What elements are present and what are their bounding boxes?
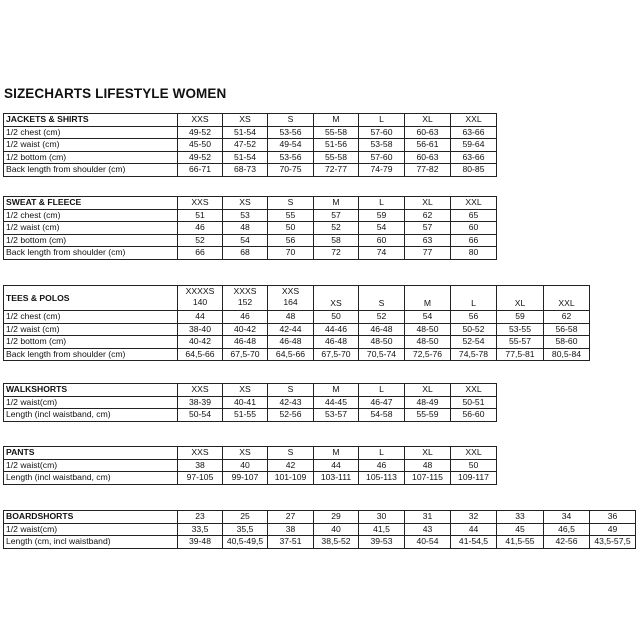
size-header: XL [405, 197, 451, 210]
table-row [4, 126, 497, 139]
measurement-value: 74-79 [359, 164, 405, 177]
measurement-value: 50-52 [451, 323, 497, 336]
measurement-value: 40 [223, 459, 268, 472]
measurement-value: 80,5-84 [544, 348, 590, 361]
table-row [4, 311, 590, 324]
size-label: XXXS [233, 286, 257, 296]
measurement-value: 77,5-81 [497, 348, 544, 361]
size-header: L [359, 197, 405, 210]
size-header: XXS [178, 114, 223, 127]
measurement-value: 66 [451, 234, 497, 247]
size-header: XXS [178, 384, 223, 397]
measurement-label: 1/2 chest (cm) [4, 311, 178, 324]
measurement-value: 48 [405, 459, 451, 472]
table-header-row [4, 384, 497, 397]
measurement-value: 41-54,5 [451, 536, 497, 549]
size-header-stack [471, 298, 476, 309]
size-header: XL [405, 384, 451, 397]
measurement-value: 105-113 [359, 472, 405, 485]
measurement-value: 46 [359, 459, 405, 472]
measurement-value: 38 [178, 459, 223, 472]
size-label: S [378, 298, 385, 308]
measurement-value: 70-75 [268, 164, 314, 177]
measurement-value: 41,5-55 [497, 536, 544, 549]
size-header: M [314, 114, 359, 127]
pants-table [3, 446, 497, 485]
measurement-value: 67,5-70 [314, 348, 359, 361]
size-header: 34 [544, 511, 590, 524]
table-row [4, 234, 497, 247]
measurement-value: 65 [451, 209, 497, 222]
size-header [359, 286, 405, 311]
measurement-value: 46-48 [223, 336, 268, 349]
measurement-value: 53-57 [314, 409, 359, 422]
size-header: S [268, 197, 314, 210]
measurement-value: 46-48 [359, 323, 405, 336]
table-row [4, 222, 497, 235]
size-header: XL [405, 114, 451, 127]
measurement-value: 38 [268, 523, 314, 536]
measurement-value: 64,5-66 [268, 348, 314, 361]
measurement-value: 77-82 [405, 164, 451, 177]
measurement-value: 50 [268, 222, 314, 235]
measurement-value: 51-56 [314, 139, 359, 152]
measurement-value: 55-59 [405, 409, 451, 422]
size-header: M [314, 384, 359, 397]
measurement-value: 37-51 [268, 536, 314, 549]
measurement-value: 49 [590, 523, 636, 536]
measurement-value: 64,5-66 [178, 348, 223, 361]
measurement-value: 49-52 [178, 151, 223, 164]
measurement-value: 42-56 [544, 536, 590, 549]
size-height: 152 [237, 297, 253, 307]
measurement-value: 60-63 [405, 151, 451, 164]
measurement-value: 55-58 [314, 151, 359, 164]
measurement-value: 48 [268, 311, 314, 324]
size-header: XXL [451, 384, 497, 397]
measurement-value: 67,5-70 [223, 348, 268, 361]
table-row [4, 348, 590, 361]
size-label: L [471, 298, 476, 308]
measurement-value: 44 [314, 459, 359, 472]
measurement-value: 63-66 [451, 151, 497, 164]
size-header-stack [186, 286, 215, 308]
sweat-fleece-table [3, 196, 497, 260]
measurement-label: 1/2 chest (cm) [4, 209, 178, 222]
measurement-value: 51-54 [223, 151, 268, 164]
measurement-value: 40-54 [405, 536, 451, 549]
measurement-value: 48-50 [405, 323, 451, 336]
measurement-value: 44-45 [314, 396, 359, 409]
measurement-value: 46-48 [268, 336, 314, 349]
measurement-value: 44-46 [314, 323, 359, 336]
measurement-value: 97-105 [178, 472, 223, 485]
measurement-value: 39-48 [178, 536, 223, 549]
table-row [4, 523, 636, 536]
table-row [4, 323, 590, 336]
measurement-value: 56-60 [451, 409, 497, 422]
size-label: XS [330, 298, 342, 308]
jackets-shirts-table [3, 113, 497, 177]
category-header: SWEAT & FLEECE [4, 197, 178, 210]
measurement-value: 57 [405, 222, 451, 235]
size-label: XL [514, 298, 526, 308]
measurement-value: 50 [451, 459, 497, 472]
size-header [268, 286, 314, 311]
category-header: TEES & POLOS [4, 286, 178, 311]
measurement-value: 56 [451, 311, 497, 324]
measurement-label: 1/2 waist (cm) [4, 139, 178, 152]
size-header: 30 [359, 511, 405, 524]
measurement-value: 72-77 [314, 164, 359, 177]
table-row [4, 409, 497, 422]
measurement-label: Back length from shoulder (cm) [4, 348, 178, 361]
measurement-value: 51 [178, 209, 223, 222]
measurement-value: 48 [223, 222, 268, 235]
size-header: XXL [451, 197, 497, 210]
size-header: XL [405, 447, 451, 460]
measurement-value: 54 [405, 311, 451, 324]
measurement-value: 40-42 [178, 336, 223, 349]
measurement-value: 60 [359, 234, 405, 247]
measurement-value: 52 [359, 311, 405, 324]
measurement-value: 59 [497, 311, 544, 324]
measurement-value: 53-58 [359, 139, 405, 152]
measurement-value: 74 [359, 247, 405, 260]
measurement-value: 99-107 [223, 472, 268, 485]
measurement-value: 42 [268, 459, 314, 472]
size-header: 32 [451, 511, 497, 524]
measurement-value: 54 [223, 234, 268, 247]
size-header-stack [558, 298, 574, 309]
measurement-value: 103-111 [314, 472, 359, 485]
measurement-value: 60-63 [405, 126, 451, 139]
measurement-label: 1/2 chest (cm) [4, 126, 178, 139]
measurement-value: 45 [497, 523, 544, 536]
size-header [223, 286, 268, 311]
measurement-label: 1/2 waist (cm) [4, 222, 178, 235]
table-row [4, 472, 497, 485]
size-header: L [359, 384, 405, 397]
measurement-value: 56-61 [405, 139, 451, 152]
measurement-value: 50-54 [178, 409, 223, 422]
measurement-value: 40-42 [223, 323, 268, 336]
size-header-stack [282, 286, 299, 308]
measurement-value: 72 [314, 247, 359, 260]
measurement-value: 50 [314, 311, 359, 324]
measurement-value: 53-56 [268, 126, 314, 139]
measurement-value: 109-117 [451, 472, 497, 485]
size-header: S [268, 114, 314, 127]
category-header: BOARDSHORTS [4, 511, 178, 524]
size-header: 31 [405, 511, 451, 524]
measurement-value: 62 [405, 209, 451, 222]
size-header: XS [223, 197, 268, 210]
measurement-value: 41,5 [359, 523, 405, 536]
size-header-stack [330, 298, 341, 309]
size-header [544, 286, 590, 311]
measurement-value: 55-57 [497, 336, 544, 349]
measurement-value: 54 [359, 222, 405, 235]
measurement-value: 57-60 [359, 126, 405, 139]
measurement-value: 48-50 [359, 336, 405, 349]
size-header: XS [223, 114, 268, 127]
size-header: 36 [590, 511, 636, 524]
size-header: 33 [497, 511, 544, 524]
size-header [497, 286, 544, 311]
measurement-value: 38-39 [178, 396, 223, 409]
size-header: XXS [178, 197, 223, 210]
measurement-label: 1/2 bottom (cm) [4, 336, 178, 349]
measurement-value: 68-73 [223, 164, 268, 177]
size-header-stack [379, 298, 385, 309]
size-label: M [423, 298, 432, 308]
size-header [405, 286, 451, 311]
measurement-value: 52-56 [268, 409, 314, 422]
table-header-row [4, 447, 497, 460]
table-header-row [4, 197, 497, 210]
measurement-value: 53 [223, 209, 268, 222]
measurement-value: 58 [314, 234, 359, 247]
table-row [4, 536, 636, 549]
measurement-label: 1/2 waist(cm) [4, 459, 178, 472]
measurement-value: 35,5 [223, 523, 268, 536]
measurement-value: 43 [405, 523, 451, 536]
measurement-value: 52 [314, 222, 359, 235]
measurement-value: 44 [178, 311, 223, 324]
size-header: 29 [314, 511, 359, 524]
measurement-value: 50-51 [451, 396, 497, 409]
measurement-value: 72,5-76 [405, 348, 451, 361]
size-header [314, 286, 359, 311]
size-header-stack [424, 298, 431, 309]
measurement-value: 80-85 [451, 164, 497, 177]
measurement-value: 107-115 [405, 472, 451, 485]
size-header: L [359, 114, 405, 127]
size-header: 27 [268, 511, 314, 524]
size-header-stack [515, 298, 526, 309]
size-header: M [314, 197, 359, 210]
measurement-value: 59-64 [451, 139, 497, 152]
size-label: XXS [281, 286, 300, 296]
size-header: 23 [178, 511, 223, 524]
measurement-value: 70 [268, 247, 314, 260]
measurement-value: 46,5 [544, 523, 590, 536]
measurement-value: 55 [268, 209, 314, 222]
measurement-value: 66-71 [178, 164, 223, 177]
size-label: XXL [558, 298, 575, 308]
size-height: 164 [283, 297, 298, 307]
measurement-value: 39-53 [359, 536, 405, 549]
measurement-value: 42-43 [268, 396, 314, 409]
category-header: JACKETS & SHIRTS [4, 114, 178, 127]
size-header: S [268, 447, 314, 460]
measurement-value: 33,5 [178, 523, 223, 536]
measurement-value: 51-55 [223, 409, 268, 422]
table-row [4, 164, 497, 177]
size-header: XS [223, 384, 268, 397]
size-header: XS [223, 447, 268, 460]
measurement-value: 53-55 [497, 323, 544, 336]
measurement-label: Length (incl waistband, cm) [4, 409, 178, 422]
measurement-value: 66 [178, 247, 223, 260]
measurement-value: 46 [178, 222, 223, 235]
measurement-value: 48-50 [405, 336, 451, 349]
measurement-value: 55-58 [314, 126, 359, 139]
measurement-label: Back length from shoulder (cm) [4, 164, 178, 177]
measurement-value: 70,5-74 [359, 348, 405, 361]
measurement-value: 74,5-78 [451, 348, 497, 361]
measurement-label: 1/2 waist(cm) [4, 523, 178, 536]
measurement-value: 58-60 [544, 336, 590, 349]
measurement-value: 56-58 [544, 323, 590, 336]
table-header-row [4, 114, 497, 127]
table-row [4, 459, 497, 472]
measurement-value: 38,5-52 [314, 536, 359, 549]
measurement-value: 60 [451, 222, 497, 235]
size-header: XXL [451, 447, 497, 460]
measurement-value: 40-41 [223, 396, 268, 409]
measurement-value: 40 [314, 523, 359, 536]
category-header: PANTS [4, 447, 178, 460]
measurement-value: 49-52 [178, 126, 223, 139]
category-header: WALKSHORTS [4, 384, 178, 397]
measurement-label: 1/2 waist(cm) [4, 396, 178, 409]
measurement-value: 52-54 [451, 336, 497, 349]
size-header [178, 286, 223, 311]
measurement-value: 53-56 [268, 151, 314, 164]
measurement-label: 1/2 bottom (cm) [4, 151, 178, 164]
table-row [4, 209, 497, 222]
size-header: M [314, 447, 359, 460]
table-row [4, 151, 497, 164]
table-row [4, 336, 590, 349]
measurement-value: 46-47 [359, 396, 405, 409]
measurement-value: 49-54 [268, 139, 314, 152]
measurement-label: Length (incl waistband, cm) [4, 472, 178, 485]
measurement-value: 56 [268, 234, 314, 247]
measurement-value: 43,5-57,5 [590, 536, 636, 549]
walkshorts-table [3, 383, 497, 422]
size-height: 140 [192, 297, 208, 307]
size-header-stack [234, 286, 257, 308]
tees-polos-table [3, 285, 590, 361]
measurement-value: 63 [405, 234, 451, 247]
table-row [4, 139, 497, 152]
measurement-value: 40,5-49,5 [223, 536, 268, 549]
size-header: S [268, 384, 314, 397]
measurement-value: 57 [314, 209, 359, 222]
size-header: 25 [223, 511, 268, 524]
size-header [451, 286, 497, 311]
measurement-value: 42-44 [268, 323, 314, 336]
measurement-label: Back length from shoulder (cm) [4, 247, 178, 260]
measurement-value: 62 [544, 311, 590, 324]
measurement-value: 68 [223, 247, 268, 260]
measurement-label: Length (cm, incl waistband) [4, 536, 178, 549]
measurement-label: 1/2 waist (cm) [4, 323, 178, 336]
size-header: XXL [451, 114, 497, 127]
table-row [4, 396, 497, 409]
measurement-value: 52 [178, 234, 223, 247]
table-header-row [4, 511, 636, 524]
measurement-value: 51-54 [223, 126, 268, 139]
measurement-value: 45-50 [178, 139, 223, 152]
measurement-value: 44 [451, 523, 497, 536]
size-label: XXXXS [185, 286, 215, 296]
measurement-value: 48-49 [405, 396, 451, 409]
measurement-value: 59 [359, 209, 405, 222]
boardshorts-table [3, 510, 636, 549]
measurement-value: 46-48 [314, 336, 359, 349]
measurement-value: 57-60 [359, 151, 405, 164]
page-title: SIZECHARTS LIFESTYLE WOMEN [4, 86, 227, 101]
measurement-label: 1/2 bottom (cm) [4, 234, 178, 247]
table-header-row [4, 286, 590, 311]
size-header: L [359, 447, 405, 460]
measurement-value: 101-109 [268, 472, 314, 485]
measurement-value: 54-58 [359, 409, 405, 422]
measurement-value: 77 [405, 247, 451, 260]
measurement-value: 47-52 [223, 139, 268, 152]
measurement-value: 38-40 [178, 323, 223, 336]
measurement-value: 46 [223, 311, 268, 324]
size-header: XXS [178, 447, 223, 460]
measurement-value: 80 [451, 247, 497, 260]
measurement-value: 63-66 [451, 126, 497, 139]
table-row [4, 247, 497, 260]
